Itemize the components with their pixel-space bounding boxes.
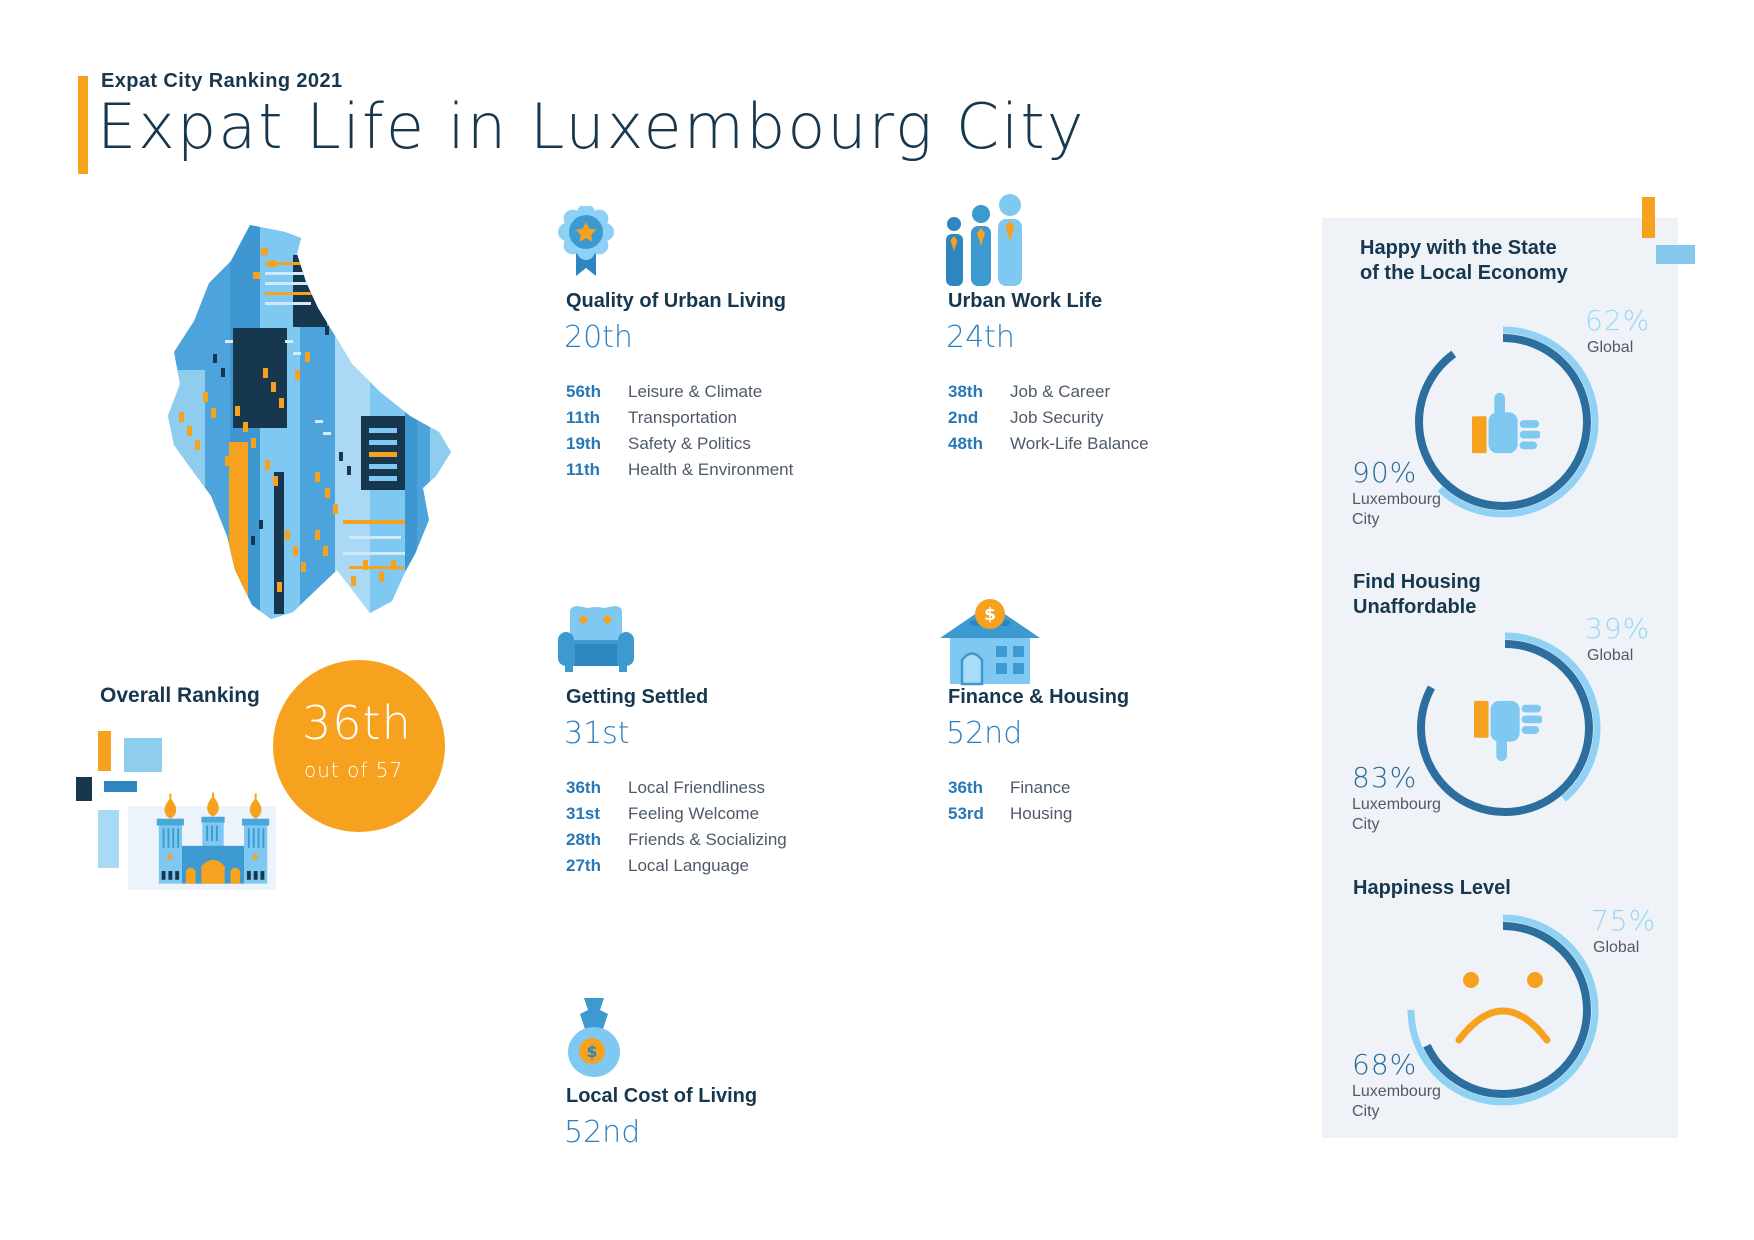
- section-title-local-cost-of-living: Local Cost of Living: [566, 1085, 758, 1107]
- panel-deco-orange-bar: [1642, 197, 1655, 238]
- section-title-quality-urban-living: Quality of Urban Living: [566, 290, 787, 312]
- svg-text:$: $: [984, 605, 996, 625]
- section-rows-finance-housing: [948, 778, 1072, 830]
- overall-rank-suffix: out of 57: [304, 758, 404, 782]
- rank-row: 19th Safety & Politics: [566, 434, 751, 453]
- person-medium: [971, 205, 991, 286]
- deco-blue-bar: [104, 781, 137, 792]
- rank-row: 36th Finance: [948, 778, 1071, 797]
- money-bag-icon: [562, 996, 626, 1078]
- rank-row: 56th Leisure & Climate: [566, 382, 763, 401]
- deco-blue-square: [124, 738, 162, 772]
- rank-row: 38th Job & Career: [948, 382, 1111, 401]
- happiness-city-label: Luxembourg City: [1352, 1083, 1441, 1120]
- section-rank-getting-settled: 31st: [564, 716, 630, 751]
- rank-row: 28th Friends & Socializing: [566, 830, 787, 849]
- gauge-title-economy: Happy with the State of the Local Economy: [1360, 237, 1568, 284]
- economy-city-label: Luxembourg City: [1352, 491, 1441, 528]
- section-rows-urban-work-life: [948, 382, 1149, 460]
- section-title-getting-settled: Getting Settled: [566, 686, 709, 708]
- castle-right-tower: [242, 794, 269, 884]
- rank-row: 11th Transportation: [566, 408, 737, 427]
- happiness-global-label: Global: [1593, 939, 1640, 956]
- section-rows-getting-settled: [566, 778, 787, 882]
- overall-rank-value: 36th: [302, 696, 412, 750]
- panel-deco-blue-bar: [1656, 245, 1695, 264]
- happiness-city-pct: 68%: [1352, 1048, 1418, 1081]
- section-rank-local-cost-of-living: 52nd: [564, 1115, 641, 1150]
- housing-global-label: Global: [1587, 647, 1634, 664]
- section-title-urban-work-life: Urban Work Life: [948, 290, 1103, 312]
- thumbs-up-icon: [1472, 392, 1540, 454]
- housing-city-label: Luxembourg City: [1352, 796, 1441, 833]
- economy-global-label: Global: [1587, 339, 1634, 356]
- economy-global-pct: 62%: [1585, 304, 1651, 337]
- svg-text:$: $: [586, 1042, 598, 1061]
- thumbs-down-icon: [1474, 700, 1542, 762]
- header-accent-bar: [78, 76, 88, 174]
- luxembourg-map: [165, 220, 455, 620]
- rank-row: 2nd Job Security: [948, 408, 1104, 427]
- kicker-text: Expat City Ranking 2021: [101, 70, 343, 92]
- section-title-finance-housing: Finance & Housing: [948, 686, 1130, 708]
- sad-face-icon: [1447, 962, 1559, 1054]
- rank-row: 36th Local Friendliness: [566, 778, 766, 797]
- section-rows-quality-urban-living: [566, 382, 793, 486]
- business-people-icon: [943, 194, 1025, 288]
- housing-city-pct: 83%: [1352, 761, 1418, 794]
- deco-orange-bar: [98, 731, 111, 771]
- section-rank-quality-urban-living: 20th: [564, 320, 633, 355]
- happiness-global-pct: 75%: [1591, 904, 1657, 937]
- rosette-badge-icon: [556, 206, 616, 282]
- rank-row: 48th Work-Life Balance: [948, 434, 1149, 453]
- economy-city-pct: 90%: [1352, 456, 1418, 489]
- person-small: [946, 217, 963, 286]
- castle-left-tower: [157, 794, 184, 884]
- housing-global-pct: 39%: [1585, 612, 1651, 645]
- castle-center: [182, 793, 244, 884]
- person-large: [998, 194, 1022, 286]
- map-mosaic: [165, 220, 455, 620]
- overall-rank-circle: [273, 660, 445, 832]
- rank-row: 53rd Housing: [948, 804, 1073, 823]
- rank-row: 27th Local Language: [566, 856, 750, 875]
- section-rank-finance-housing: 52nd: [946, 716, 1023, 751]
- rank-row: 11th Health & Environment: [566, 460, 794, 479]
- rank-row: 31st Feeling Welcome: [566, 804, 760, 823]
- section-rank-urban-work-life: 24th: [946, 320, 1015, 355]
- deco-pale-bar: [98, 810, 119, 868]
- overall-ranking-label: Overall Ranking: [100, 684, 260, 707]
- castle-icon: [150, 792, 276, 890]
- page-title: Expat Life in Luxembourg City: [97, 90, 1086, 163]
- gauge-title-happiness: Happiness Level: [1353, 877, 1511, 899]
- armchair-icon: [558, 606, 634, 674]
- gauge-title-housing: Find Housing Unaffordable: [1353, 571, 1481, 618]
- house-coin-icon: [940, 596, 1040, 686]
- deco-navy-square: [76, 777, 92, 801]
